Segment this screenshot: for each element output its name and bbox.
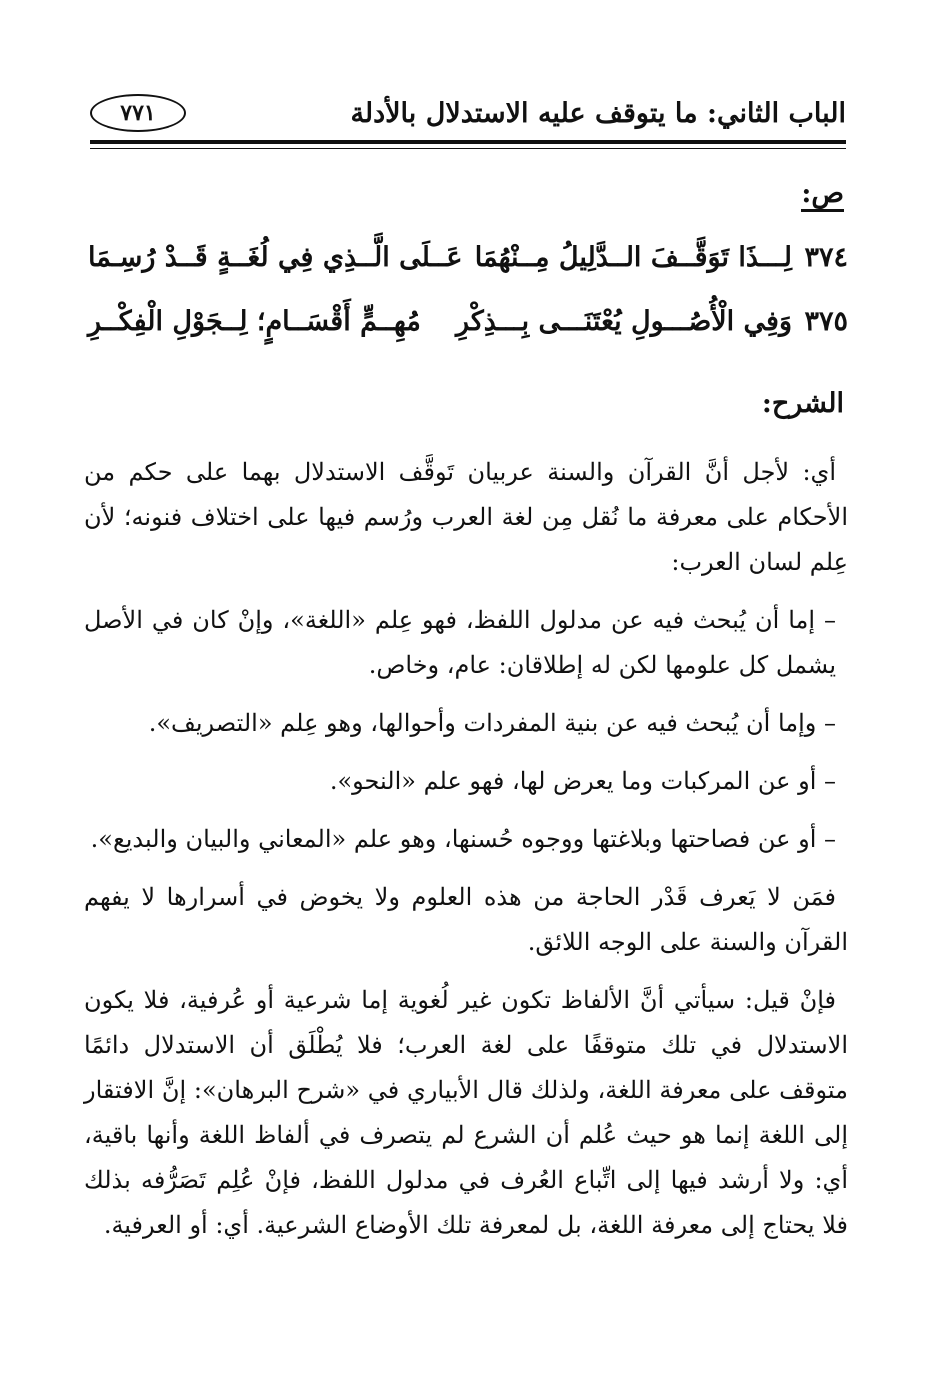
paragraph: فإنْ قيل: سيأتي أنَّ الألفاظ تكون غير لُغوية إما شرعية أو عُرفية، فلا يكون الاستدلال في تلك متوقفًا على لغة العرب؛ فلا يُطْلَق أن الاستدلال دائمًا متوقف على معرفة اللغة، ولذلك قال الأبياري في «شرح البرهان»: إنَّ الافتقار إلى اللغة إنما هو حيث عُلم أن الشرع لم يتصرف في ألفاظ اللغة وأنها باقية، أي: ولا أرشد فيها إلى اتِّباع العُرف في مدلول اللفظ، فإنْ عُلِم تَصَرُّفه بذلك فلا يحتاج إلى معرفة اللغة، بل لمعرفة تلك الأوضاع الشرعية. أي: أو العرفية. <box>84 986 848 1239</box>
bullet-paragraph: – أو عن المركبات وما يعرض لها، فهو علم «النحو». <box>329 767 836 795</box>
paragraph: أي: لأجل أنَّ القرآن والسنة عربيان تَوقَّف الاستدلال بهما على حكم من الأحكام على معرفة ما نُقل مِن لغة العرب ورُسم فيها على اختلاف فنونه؛ لأن عِلم لسان العرب: <box>84 458 849 576</box>
bullet-paragraph: – أو عن فصاحتها وبلاغتها ووجوه حُسنها، وهو علم «المعاني والبيان والبديع». <box>90 825 836 853</box>
verse-row <box>88 242 848 286</box>
verse-number: ٣٧٥ <box>804 306 848 337</box>
page-number: ٧٧١ <box>90 94 186 132</box>
header-rule-thick <box>90 140 846 144</box>
verse-second-hemistich: مُهِــمٍّ أَقْسَــامٍ؛ لِــجَوْلِ الْفِكْــرِ <box>88 306 421 337</box>
commentary-label: الشرح: <box>761 388 844 419</box>
verse-first-hemistich: لِـــذَا تَوَقَّــفَ الــدَّلِيلُ مِــنْهُمَا <box>474 242 792 273</box>
paragraph: فمَن لا يَعرف قَدْر الحاجة من هذه العلوم ولا يخوض في أسرارها لا يفهم القرآن والسنة على الوجه اللائق. <box>84 883 848 956</box>
page-header <box>90 92 846 138</box>
text-label <box>801 178 844 209</box>
header-rule-thin <box>90 148 846 149</box>
verse-second-hemistich: عَــلَى الَّــذِي فِي لُغَــةٍ قَــدْ رُسِـمَا <box>88 242 463 273</box>
chapter-title: الباب الثاني: ما يتوقف عليه الاستدلال بالأدلة <box>350 98 846 129</box>
verse-row <box>88 306 848 350</box>
bullet-paragraph: – وإما أن يُبحث فيه عن بنية المفردات وأحوالها، وهو عِلم «التصريف». <box>148 709 836 737</box>
verse-number: ٣٧٤ <box>804 242 848 273</box>
text-label-content: ص: <box>801 178 844 212</box>
commentary-body <box>84 450 848 1261</box>
verse-first-hemistich: وَفِي الْأُصُـــولِ يُعْتَنَـــى بِـــذِكْرِ <box>455 306 792 337</box>
bullet-paragraph: – إما أن يُبحث فيه عن مدلول اللفظ، فهو عِلم «اللغة»، وإنْ كان في الأصل يشمل كل علومها لكن له إطلاقان: عام، وخاص. <box>84 606 836 679</box>
